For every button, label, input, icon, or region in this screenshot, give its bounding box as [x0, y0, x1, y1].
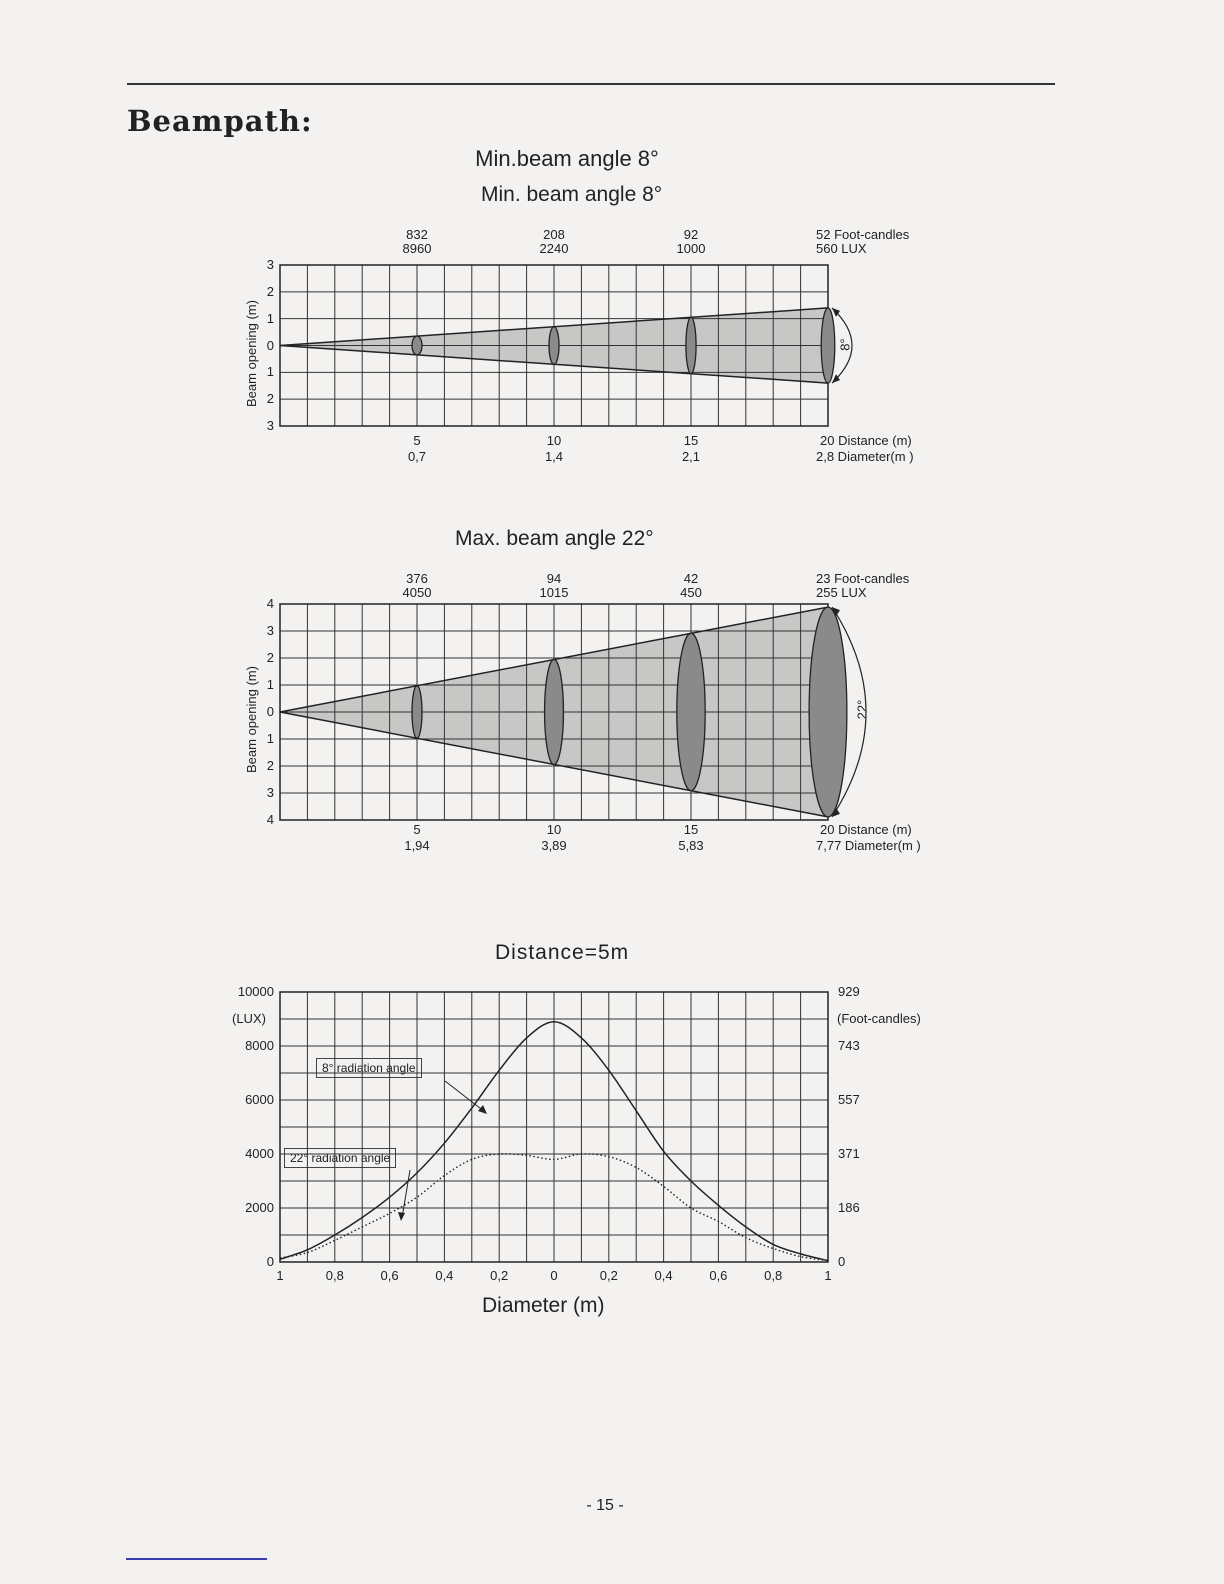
beam-ellipse [412, 336, 422, 355]
y-left-tick-label: 10000 [237, 984, 274, 999]
top-label-line2: 2240 [539, 241, 569, 256]
y-left-tick-label: 8000 [245, 1038, 274, 1053]
y-tick-label: 3 [266, 418, 274, 433]
beam-ellipse [677, 633, 705, 790]
callout-arrowhead [398, 1212, 405, 1221]
top-label-line1: 52 Foot-candles [816, 227, 910, 242]
bottom-label-line1: 15 [683, 822, 699, 837]
top-label-line1: 92 [683, 227, 699, 242]
x-tick-label: 0,6 [709, 1268, 728, 1283]
top-label-line2: 1000 [676, 241, 706, 256]
top-label-line2: 450 [680, 585, 702, 600]
y-right-tick-label: 929 [838, 984, 860, 999]
x-tick-label: 0,2 [599, 1268, 618, 1283]
x-tick-label: 0,8 [764, 1268, 783, 1283]
y-right-tick-label: 186 [838, 1200, 860, 1215]
callout-arrowhead [478, 1105, 487, 1114]
y-tick-label: 2 [266, 391, 274, 407]
bottom-label-line2: 7,77 Diameter(m ) [816, 838, 921, 853]
y-tick-label: 2 [266, 650, 274, 665]
bottom-label-line1: 20 Distance (m) [820, 822, 912, 837]
top-label-line2: 560 LUX [816, 241, 867, 256]
x-tick-label: 0,2 [490, 1268, 509, 1283]
beam-ellipse [686, 317, 696, 373]
beam-ellipse [549, 327, 559, 365]
chart1-y-axis-title: Beam opening (m) [244, 300, 259, 407]
bottom-label-line1: 15 [683, 433, 699, 448]
bottom-label-line1: 20 Distance (m) [820, 433, 912, 448]
chart1-title: Min. beam angle 8° [481, 183, 663, 206]
top-label-line2: 4050 [402, 585, 432, 600]
y-right-tick-label: 371 [838, 1146, 860, 1161]
y-tick-label: 1 [266, 731, 274, 746]
chart2-y-axis-title: Beam opening (m) [244, 666, 259, 773]
callout-arrow [402, 1170, 410, 1218]
bottom-label-line2: 2,8 Diameter(m ) [816, 449, 914, 464]
y-right-tick-label: 743 [838, 1038, 860, 1053]
chart2-angle-label: 22° [854, 699, 870, 720]
bottom-label-line2: 1,94 [404, 838, 430, 853]
chart3-right-unit: (Foot-candles) [837, 1011, 921, 1026]
bottom-label-line2: 1,4 [544, 449, 564, 464]
top-label-line1: 376 [406, 571, 428, 586]
top-label-line1: 208 [543, 227, 565, 242]
y-left-tick-label: 4000 [245, 1146, 274, 1161]
x-tick-label: 0,4 [435, 1268, 454, 1283]
top-label-line1: 42 [683, 571, 699, 586]
y-tick-label: 1 [266, 364, 274, 380]
x-tick-label: 1 [824, 1268, 832, 1283]
chart2-title: Max. beam angle 22° [455, 527, 654, 550]
y-tick-label: 0 [266, 337, 274, 353]
y-left-tick-label: 6000 [245, 1092, 274, 1107]
x-tick-label: 0,6 [380, 1268, 399, 1283]
y-right-tick-label: 557 [838, 1092, 860, 1107]
chart3-x-axis-title: Diameter (m) [482, 1294, 605, 1317]
y-tick-label: 3 [266, 785, 274, 800]
top-label-line2: 1015 [539, 585, 569, 600]
callout-22-degree: 22° radiation angle [284, 1148, 396, 1168]
y-tick-label: 0 [266, 704, 274, 719]
bottom-label-line2: 0,7 [407, 449, 427, 464]
top-label-line1: 94 [546, 571, 562, 586]
y-left-tick-label: 0 [266, 1254, 274, 1269]
x-tick-label: 0,4 [654, 1268, 673, 1283]
beam-ellipse [545, 659, 564, 764]
bottom-label-line2: 2,1 [681, 449, 701, 464]
y-tick-label: 2 [266, 283, 274, 299]
beam-ellipse [809, 607, 847, 817]
bottom-label-line1: 5 [413, 822, 421, 837]
bottom-label-line1: 10 [546, 822, 562, 837]
x-tick-label: 0,8 [325, 1268, 344, 1283]
beam-ellipse [821, 308, 835, 383]
bottom-label-line2: 3,89 [541, 838, 567, 853]
chart3-title: Distance=5m [495, 941, 630, 964]
chart1-angle-label: 8° [837, 338, 853, 351]
top-label-line2: 255 LUX [816, 585, 867, 600]
y-tick-label: 3 [266, 623, 274, 638]
chart3-left-unit: (LUX) [232, 1011, 266, 1026]
section-heading: Beampath: [127, 104, 313, 138]
bottom-label-line1: 10 [546, 433, 562, 448]
y-tick-label: 2 [266, 758, 274, 773]
bottom-label-line2: 5,83 [678, 838, 704, 853]
x-tick-label: 0 [550, 1268, 558, 1283]
callout-8-degree: 8° radiation angle [316, 1058, 422, 1078]
y-tick-label: 1 [266, 310, 274, 326]
beam-ellipse [412, 686, 422, 738]
top-label-line1: 832 [406, 227, 428, 242]
y-tick-label: 1 [266, 677, 274, 692]
top-label-line2: 8960 [402, 241, 432, 256]
y-tick-label: 4 [266, 812, 274, 827]
y-left-tick-label: 2000 [245, 1200, 274, 1215]
callout-arrow [445, 1081, 485, 1112]
y-tick-label: 3 [266, 257, 274, 272]
page-title: Min.beam angle 8° [475, 146, 659, 171]
bottom-label-line1: 5 [413, 433, 421, 448]
page-number: - 15 - [586, 1497, 624, 1514]
top-label-line1: 23 Foot-candles [816, 571, 910, 586]
y-tick-label: 4 [266, 596, 274, 611]
y-right-tick-label: 0 [838, 1254, 846, 1269]
x-tick-label: 1 [276, 1268, 284, 1283]
